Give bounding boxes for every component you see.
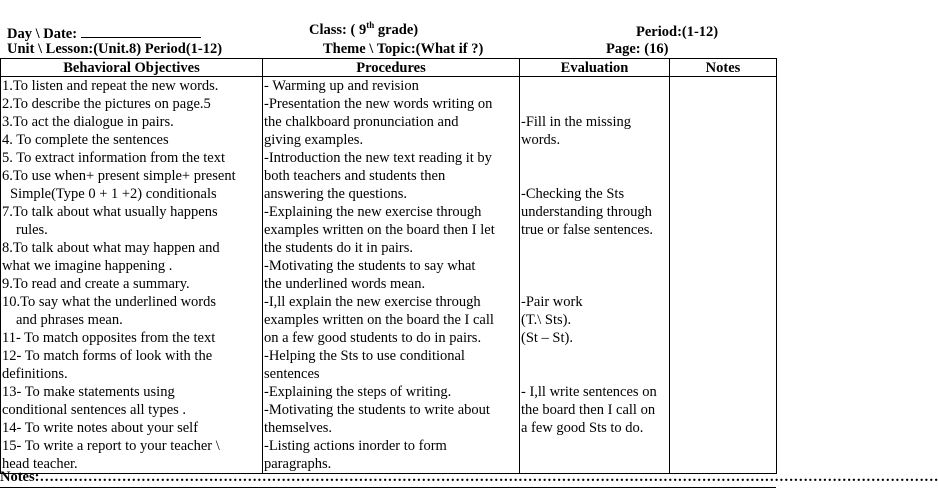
evaluation-line	[521, 275, 668, 293]
objectives-line: 6.To use when+ present simple+ present	[2, 168, 236, 184]
procedures-line: the students do it in pairs.	[264, 240, 414, 256]
evaluation-line: true or false sentences.	[521, 222, 654, 238]
procedures-line: examples written on the board the I call	[264, 312, 494, 328]
objectives-line: Simple(Type 0 + 1 +2) conditionals	[10, 186, 217, 202]
procedures-cell	[263, 77, 520, 474]
header-evaluation: Evaluation	[520, 59, 670, 77]
evaluation-line	[521, 365, 668, 383]
theme-topic-label: Theme \ Topic:(What if ?)	[323, 41, 484, 57]
objectives-line: 15- To write a report to your teacher \	[2, 438, 220, 454]
evaluation-line	[521, 95, 668, 113]
procedures-line: -I,ll explain the new exercise through	[264, 294, 481, 310]
procedures-line: on a few good students to do in pairs.	[264, 330, 482, 346]
procedures-line: sentences	[264, 366, 320, 382]
footer-notes: Notes:……………………………………………………………………………………………………………………………………………………………………	[0, 469, 938, 485]
procedures-line: -Presentation the new words writing on	[264, 96, 493, 112]
procedures-line: the underlined words mean.	[264, 276, 426, 292]
procedures-line: -Helping the Sts to use conditional	[264, 348, 465, 364]
procedures-line: -Motivating the students to write about	[264, 402, 490, 418]
class-text: Class: ( 9	[309, 22, 367, 38]
class-label	[309, 22, 418, 39]
footer-rule	[0, 487, 776, 488]
objectives-list	[2, 77, 261, 473]
evaluation-line: understanding through	[521, 204, 652, 220]
evaluation-line	[521, 347, 668, 365]
objectives-line: 3.To act the dialogue in pairs.	[2, 114, 174, 130]
objectives-line: and phrases mean.	[16, 312, 123, 328]
procedures-line: giving examples.	[264, 132, 364, 148]
objectives-cell	[1, 77, 263, 474]
evaluation-line	[521, 257, 668, 275]
evaluation-line: words.	[521, 132, 561, 148]
page-label: Page: (16)	[606, 41, 669, 57]
objectives-line: 11- To match opposites from the text	[2, 330, 216, 346]
table-body-row	[1, 77, 777, 474]
evaluation-line	[521, 437, 668, 455]
objectives-line: 9.To read and create a summary.	[2, 276, 190, 292]
procedures-line: -Explaining the new exercise through	[264, 204, 482, 220]
procedures-line: - Warming up and revision	[264, 78, 419, 94]
procedures-line: the chalkboard pronunciation and	[264, 114, 459, 130]
header-notes: Notes	[670, 59, 777, 77]
procedures-line: -Listing actions inorder to form	[264, 438, 447, 454]
objectives-line: 13- To make statements using	[2, 384, 175, 400]
class-sup: th	[366, 20, 375, 31]
evaluation-line: (St – St).	[521, 330, 573, 346]
objectives-line: 2.To describe the pictures on page.5	[2, 96, 211, 112]
notes-cell	[670, 77, 777, 474]
class-suffix: grade)	[374, 22, 419, 38]
objectives-line: 12- To match forms of look with the	[2, 348, 213, 364]
objectives-line: rules.	[16, 222, 48, 238]
evaluation-cell	[520, 77, 670, 474]
objectives-line: 10.To say what the underlined words	[2, 294, 217, 310]
objectives-line: 14- To write notes about your self	[2, 420, 199, 436]
objectives-line: conditional sentences all types .	[2, 402, 187, 418]
evaluation-line: -Pair work	[521, 294, 583, 310]
unit-lesson-label: Unit \ Lesson:(Unit.8) Period(1-12)	[7, 41, 223, 57]
objectives-line: what we imagine happening .	[2, 258, 173, 274]
procedures-line: both teachers and students then	[264, 168, 446, 184]
table-header-row	[1, 59, 777, 77]
procedures-line: -Motivating the students to say what	[264, 258, 476, 274]
notes-list	[671, 77, 775, 473]
evaluation-line: the board then I call on	[521, 402, 656, 418]
procedures-line: -Introduction the new text reading it by	[264, 150, 492, 166]
objectives-line: 1.To listen and repeat the new words.	[2, 78, 219, 94]
objectives-line: head teacher.	[2, 456, 78, 472]
day-date-text: Day \ Date:	[7, 26, 78, 42]
procedures-list	[264, 77, 518, 473]
evaluation-line	[521, 149, 668, 167]
evaluation-line: -Checking the Sts	[521, 186, 625, 202]
objectives-line: 4. To complete the sentences	[2, 132, 169, 148]
procedures-line: answering the questions.	[264, 186, 407, 202]
evaluation-line	[521, 77, 668, 95]
procedures-line: -Explaining the steps of writing.	[264, 384, 452, 400]
evaluation-list	[521, 77, 668, 473]
objectives-line: definitions.	[2, 366, 68, 382]
evaluation-line	[521, 167, 668, 185]
procedures-line: themselves.	[264, 420, 333, 436]
evaluation-line: a few good Sts to do.	[521, 420, 644, 436]
procedures-line: examples written on the board then I let	[264, 222, 495, 238]
period-label: Period:(1-12)	[636, 24, 719, 40]
objectives-line: 8.To talk about what may happen and	[2, 240, 220, 256]
evaluation-line: -Fill in the missing	[521, 114, 631, 130]
objectives-line: 5. To extract information from the text	[2, 150, 226, 166]
evaluation-line: (T.\ Sts).	[521, 312, 572, 328]
day-date-blank	[81, 24, 201, 38]
lesson-plan-table	[0, 58, 777, 474]
evaluation-line: - I,ll write sentences on	[521, 384, 657, 400]
header-objectives: Behavioral Objectives	[1, 59, 263, 77]
header-procedures: Procedures	[263, 59, 520, 77]
procedures-line: paragraphs.	[264, 456, 332, 472]
objectives-line: 7.To talk about what usually happens	[2, 204, 218, 220]
evaluation-line	[521, 239, 668, 257]
